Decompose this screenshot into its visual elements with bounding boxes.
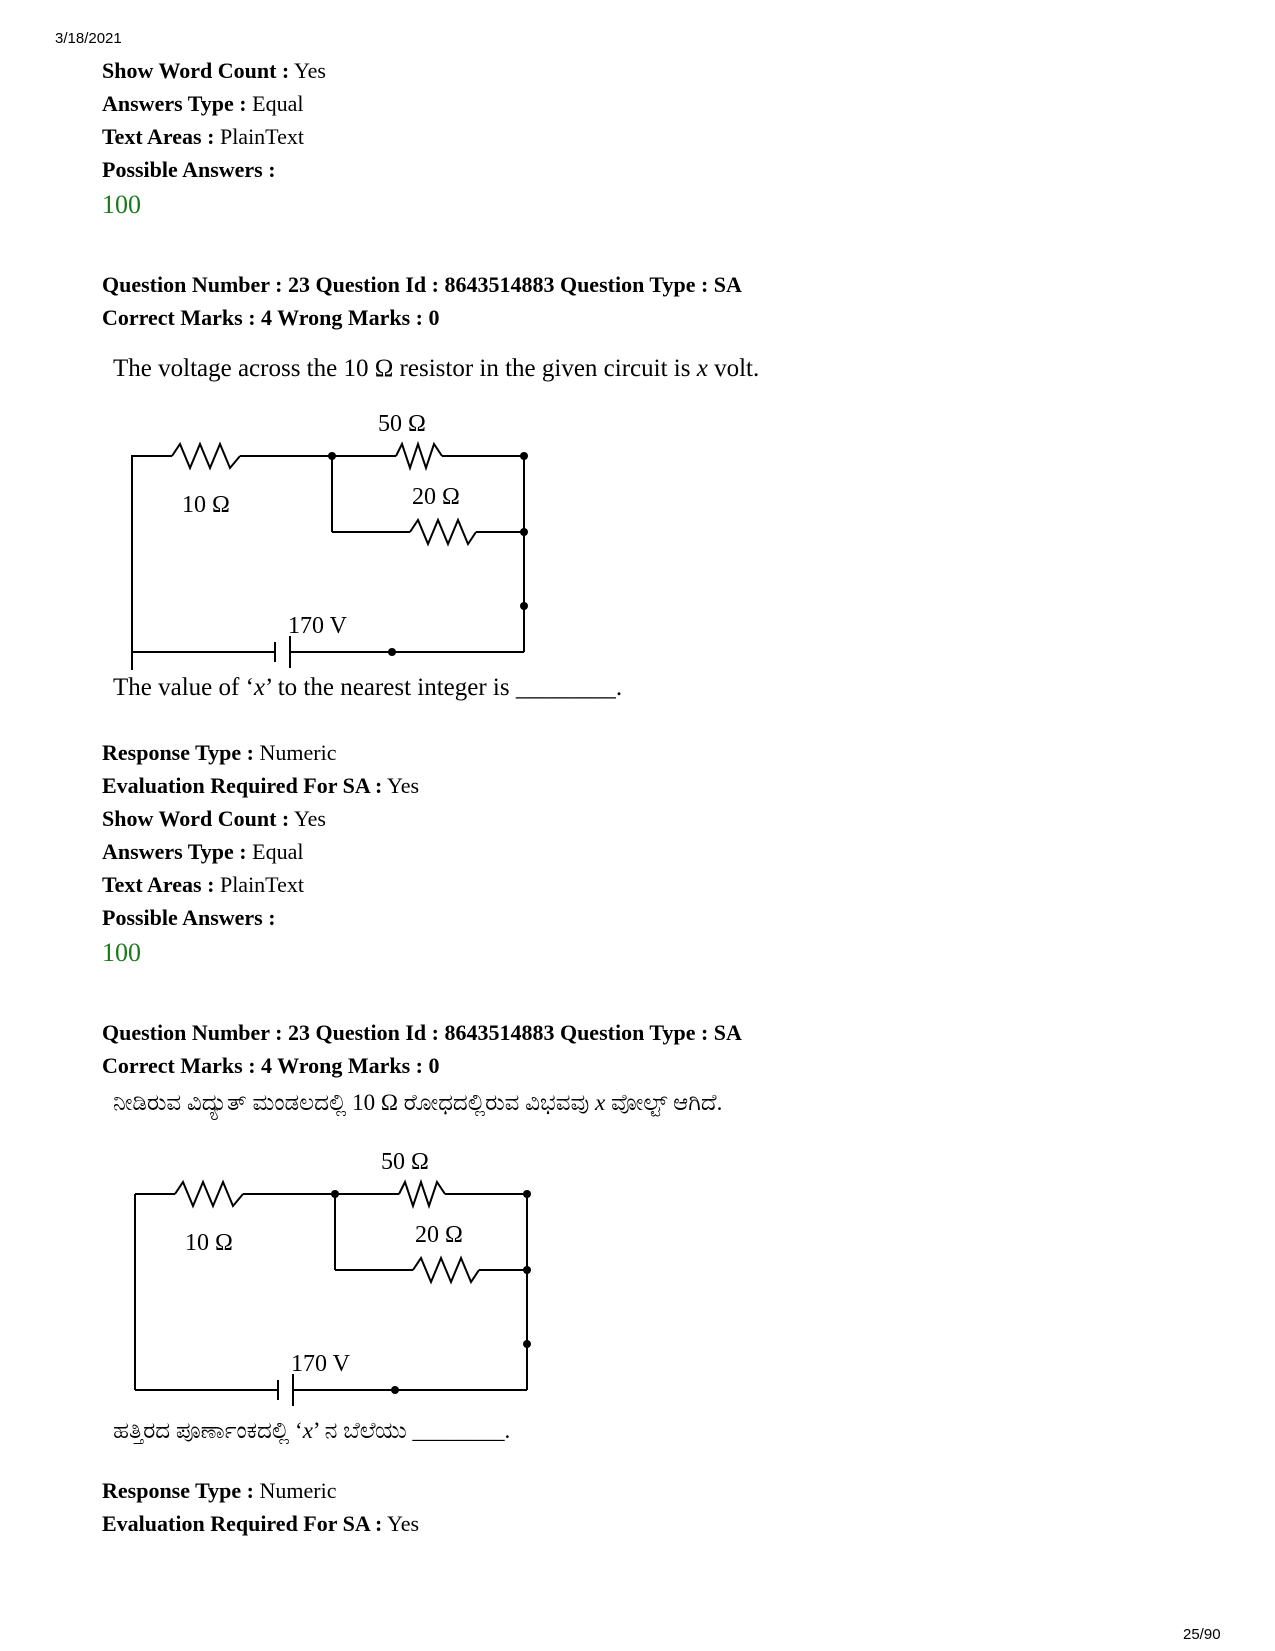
wire-top-left	[132, 456, 172, 670]
answers-type-row	[102, 91, 303, 117]
possible-answer-value: 100	[102, 938, 141, 967]
question-header-line1: Question Number : 23 Question Id : 8643514883 Question Type : SA	[102, 272, 742, 297]
question-var: x	[594, 1090, 606, 1115]
question-text-pre: The voltage across the 10 Ω resistor in the given circuit is	[113, 355, 697, 382]
evaluation-row	[102, 1511, 419, 1537]
text-areas-row	[102, 124, 304, 150]
label: Possible Answers :	[102, 905, 276, 930]
resistor-50-zigzag	[396, 444, 442, 468]
value: Numeric	[259, 740, 337, 765]
node-top-right	[523, 1190, 531, 1198]
label: Show Word Count :	[102, 806, 290, 831]
label-170-v: 170 V	[288, 613, 347, 639]
question-prompt	[113, 1418, 510, 1444]
question-text	[113, 1090, 722, 1116]
text-areas-row	[102, 872, 304, 898]
show-word-count-row	[102, 58, 326, 84]
value: Yes	[293, 806, 326, 831]
resistor-10-zigzag	[172, 444, 240, 468]
value: Yes	[293, 58, 326, 83]
question-header-line1: Question Number : 23 Question Id : 8643514883 Question Type : SA	[102, 1020, 742, 1045]
prompt-post: ’ to the nearest integer is ________.	[265, 674, 623, 701]
label-20-ohm: 20 Ω	[412, 484, 460, 510]
label: Evaluation Required For SA :	[102, 773, 383, 798]
label: Answers Type :	[102, 91, 247, 116]
question-text-post: ವೋಲ್ಟ್ ಆಗಿದೆ.	[605, 1090, 723, 1115]
evaluation-row	[102, 773, 419, 799]
prompt-var: x	[253, 674, 266, 701]
possible-answers-row	[102, 905, 276, 931]
resistor-50-zigzag	[399, 1182, 445, 1206]
node-lower-right	[523, 1340, 531, 1348]
node-mid-right	[520, 528, 528, 536]
label: Text Areas :	[102, 872, 215, 897]
value: Numeric	[259, 1478, 337, 1503]
prompt-var: x	[302, 1418, 313, 1443]
question-text-post: volt.	[707, 355, 760, 382]
resistor-20-zigzag	[413, 1258, 479, 1282]
question-header-line2: Correct Marks : 4 Wrong Marks : 0	[102, 1053, 440, 1078]
label-170-v: 170 V	[291, 1351, 350, 1377]
label: Show Word Count :	[102, 58, 290, 83]
question-header-line2: Correct Marks : 4 Wrong Marks : 0	[102, 305, 440, 330]
circuit-diagram	[120, 400, 540, 670]
value: PlainText	[219, 124, 304, 149]
value: Yes	[387, 773, 420, 798]
show-word-count-row	[102, 806, 326, 832]
response-type-row	[102, 740, 336, 766]
node-bottom	[391, 1386, 399, 1394]
circuit-diagram	[123, 1138, 543, 1408]
node-mid-right	[523, 1266, 531, 1274]
response-type-row	[102, 1478, 336, 1504]
label-50-ohm: 50 Ω	[381, 1149, 429, 1175]
question-text-pre: ನೀಡಿರುವ ವಿದ್ಯುತ್ ಮಂಡಲದಲ್ಲಿ 10 Ω ರೋಧದಲ್ಲಿರುವ ವಿಭವವು	[113, 1090, 595, 1115]
node-junction	[331, 1190, 339, 1198]
label: Possible Answers :	[102, 157, 276, 182]
prompt-pre: ಹತ್ತಿರದ ಪೂರ್ಣಾಂಕದಲ್ಲಿ ‘	[113, 1418, 303, 1443]
label: Evaluation Required For SA :	[102, 1511, 383, 1536]
value: Equal	[252, 91, 304, 116]
question-var: x	[696, 355, 708, 382]
value: Yes	[387, 1511, 420, 1536]
node-top-right	[520, 452, 528, 460]
possible-answer-value: 100	[102, 190, 141, 219]
resistor-20-zigzag	[410, 520, 476, 544]
node-lower-right	[520, 602, 528, 610]
label: Response Type :	[102, 740, 254, 765]
node-junction	[328, 452, 336, 460]
resistor-10-zigzag	[175, 1182, 243, 1206]
label-20-ohm: 20 Ω	[415, 1222, 463, 1248]
answers-type-row	[102, 839, 303, 865]
label-10-ohm: 10 Ω	[182, 492, 230, 518]
prompt-pre: The value of ‘	[113, 674, 254, 701]
print-date: 3/18/2021	[55, 30, 122, 47]
value: Equal	[252, 839, 304, 864]
page-number: 25/90	[1183, 1626, 1221, 1643]
label: Response Type :	[102, 1478, 254, 1503]
value: PlainText	[219, 872, 304, 897]
label: Text Areas :	[102, 124, 215, 149]
node-bottom	[388, 648, 396, 656]
label-10-ohm: 10 Ω	[185, 1230, 233, 1256]
label: Answers Type :	[102, 839, 247, 864]
label-50-ohm: 50 Ω	[378, 411, 426, 437]
possible-answers-row	[102, 157, 276, 183]
question-prompt	[113, 674, 622, 702]
prompt-post: ’ ನ ಬೆಲೆಯು ________.	[312, 1418, 511, 1443]
question-text	[113, 355, 759, 383]
